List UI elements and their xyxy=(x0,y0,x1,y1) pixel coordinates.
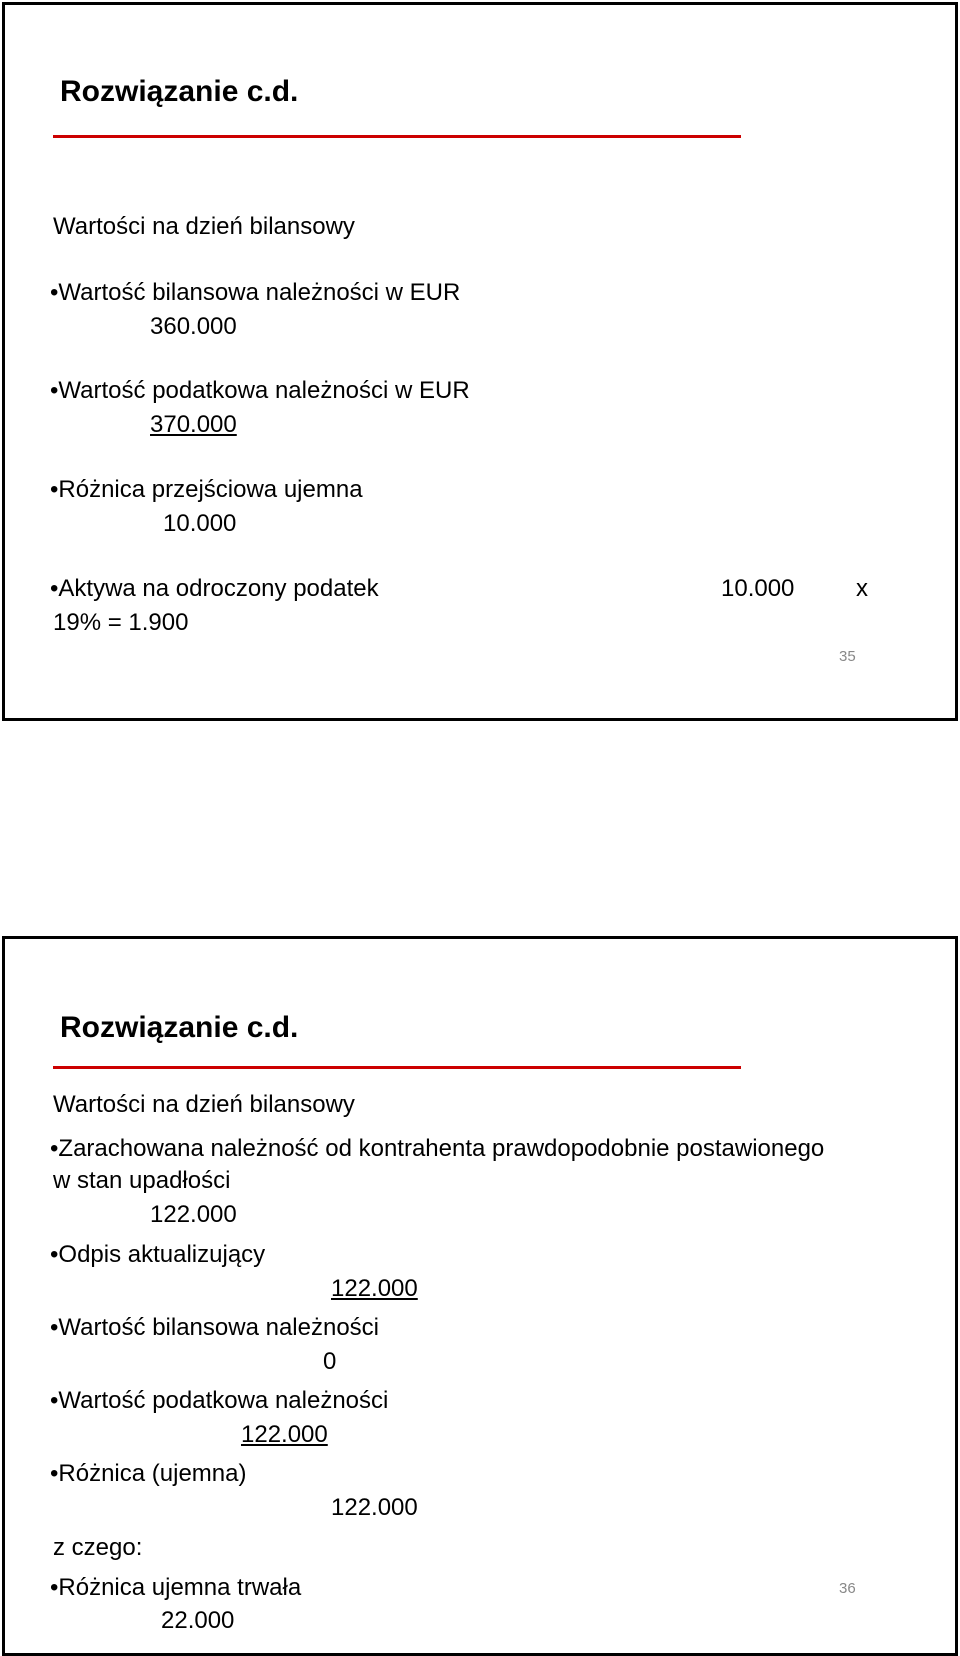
bullet-value: 10.000 xyxy=(721,575,795,602)
slide-36 xyxy=(2,936,958,1656)
bullet-label: •Aktywa na odroczony podatek xyxy=(50,575,379,602)
bullet-label: •Odpis aktualizujący xyxy=(50,1241,266,1268)
bullet-label: •Różnica (ujemna) xyxy=(50,1460,247,1487)
slide-title: Rozwiązanie c.d. xyxy=(60,75,299,108)
bullet-value: 10.000 xyxy=(163,510,237,537)
bullet-value: 122.000 xyxy=(150,1201,237,1228)
multiply-sign: x xyxy=(856,575,868,602)
page-number: 35 xyxy=(839,648,856,665)
slide-title: Rozwiązanie c.d. xyxy=(60,1011,299,1044)
bullet-value: 0 xyxy=(323,1348,337,1375)
bullet-label: •Wartość podatkowa należności xyxy=(50,1387,389,1414)
bullet-continuation: w stan upadłości xyxy=(53,1167,231,1194)
bullet-value: 122.000 xyxy=(331,1494,418,1521)
title-underline xyxy=(53,135,741,138)
bullet-value: 22.000 xyxy=(161,1607,235,1634)
bullet-value: 370.000 xyxy=(150,411,237,438)
bullet-label: •Różnica ujemna trwała xyxy=(50,1574,302,1601)
slide-35 xyxy=(2,2,958,721)
intro-text: Wartości na dzień bilansowy xyxy=(53,1091,355,1118)
bullet-continuation: 19% = 1.900 xyxy=(53,609,189,636)
bullet-label: •Zarachowana należność od kontrahenta prawdopodobnie postawionego xyxy=(50,1135,825,1162)
intro-text: Wartości na dzień bilansowy xyxy=(53,213,355,240)
z-czego-label: z czego: xyxy=(53,1534,143,1561)
bullet-label: •Wartość bilansowa należności xyxy=(50,1314,379,1341)
bullet-value: 122.000 xyxy=(331,1275,418,1302)
bullet-label: •Wartość bilansowa należności w EUR xyxy=(50,279,461,306)
bullet-label: •Wartość podatkowa należności w EUR xyxy=(50,377,470,404)
bullet-value: 122.000 xyxy=(241,1421,328,1448)
page-number: 36 xyxy=(839,1580,856,1597)
title-underline xyxy=(53,1066,741,1069)
bullet-value: 360.000 xyxy=(150,313,237,340)
bullet-label: •Różnica przejściowa ujemna xyxy=(50,476,363,503)
